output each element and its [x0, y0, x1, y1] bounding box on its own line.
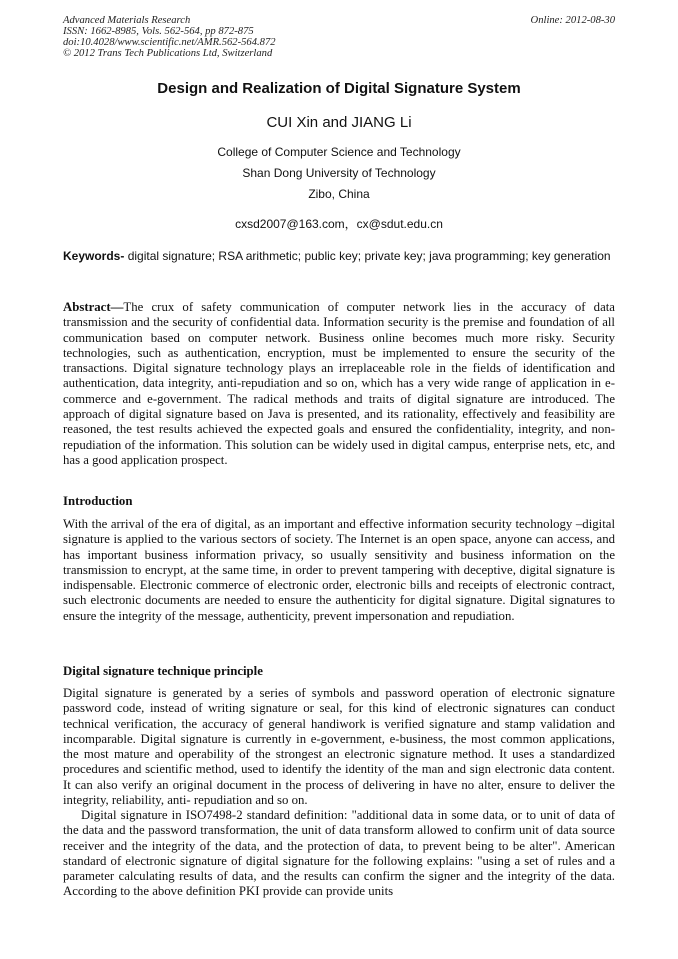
principle-heading: Digital signature technique principle: [63, 664, 263, 678]
issn-line: ISSN: 1662-8985, Vols. 562-564, pp 872-875: [63, 26, 254, 37]
introduction-heading: Introduction: [63, 494, 133, 508]
affiliation-university: Shan Dong University of Technology: [242, 166, 436, 180]
journal-name: Advanced Materials Research: [63, 15, 191, 26]
paper-title: Design and Realization of Digital Signature System: [157, 80, 521, 97]
doi-line: doi:10.4028/www.scientific.net/AMR.562-564.872: [63, 37, 276, 48]
principle-paragraph-2: Digital signature in ISO7498-2 standard definition: "additional data in some data, or to unit of data of the data and the password transformation, the unit of data transform allowed to confirm unit of data source receiver and the integrity of the data, and the protection of data, to prevent being to be alter". American standard of electronic signature of digital signature for the following explains: "using a set of rules and a parameter calculating results of data, and the results can confirm the signer and the integrity of the data. According to the above definition PKI provide can provide units: [63, 808, 615, 899]
keywords-label: Keywords-: [63, 249, 125, 263]
paper-authors: CUI Xin and JIANG Li: [266, 114, 412, 131]
abstract-text: The crux of safety communication of computer network lies in the accuracy of data transmission and the security of confidential data. Information security is the premise and foundation of all communication based on computer network. Business online becomes much more risky. Security technologies, such as authentication, encryption, must be implemented to ensure the security of the transactions. Digital signature technology plays an irreplaceable role in the fields of identification and authentication, data integrity, anti-repudiation and so on, which has a very wide range of application in e-commerce and e-government. The radical methods and traits of digital signature are introduced. The approach of digital signature based on Java is presented, and its rationality, effectively and feasibility are reasoned, the test results achieved the expected goals and ensured the confidentiality, integrity, and non-repudiation of the information. This solution can be widely used in digital campus, enterprise nets, etc, and has a good application prospect.: [63, 300, 615, 467]
keywords-text: digital signature; RSA arithmetic; public key; private key; java programming; key generation: [124, 249, 611, 263]
affiliation-college: College of Computer Science and Technology: [217, 145, 461, 159]
introduction-text: With the arrival of the era of digital, as an important and effective information security technology –digital signature is applied to the various sectors of society. The Internet is an open space, anyone can access, and has important business information privacy, so usually sensitivity and business information on the transmission to encrypt, at the same time, in order to prevent tampering with deceptive, digital signature is indispensable. Electronic commerce of electronic order, electronic bills and receipts of electronic contract, such electronic documents are needed to ensure the authenticity for digital signature. Digital signatures to ensure the integrity of the message, authenticity, prevent impersonation and repudiation.: [63, 517, 615, 623]
abstract: [63, 300, 615, 468]
keywords: [63, 249, 615, 263]
journal-header: [63, 15, 276, 59]
copyright-line: © 2012 Trans Tech Publications Ltd, Switzerland: [63, 48, 273, 59]
author-emails: cxsd2007@163.com，cx@sdut.edu.cn: [235, 217, 443, 231]
principle-paragraph-1: Digital signature is generated by a series of symbols and password operation of electronic signature password code, instead of writing signature or seal, for this kind of electronic signatures can conduct technical verification, the accuracy of general handiwork is verified signature and stamp validation and incomparable. Digital signature is currently in e-government, e-business, the most common applications, the most mature and operability of the strongest an electronic signature method. It uses a standardized procedures and scientific method, used to identify the identity of the man and sign electronic data content. It can also verify an original document in the process of delivering in have no alter, ensure to deliver the integrity, reliability, anti- repudiation and so on.: [63, 686, 615, 808]
abstract-label: Abstract—: [63, 300, 124, 314]
affiliation-city: Zibo, China: [308, 187, 370, 201]
online-date: Online: 2012-08-30: [530, 15, 615, 26]
